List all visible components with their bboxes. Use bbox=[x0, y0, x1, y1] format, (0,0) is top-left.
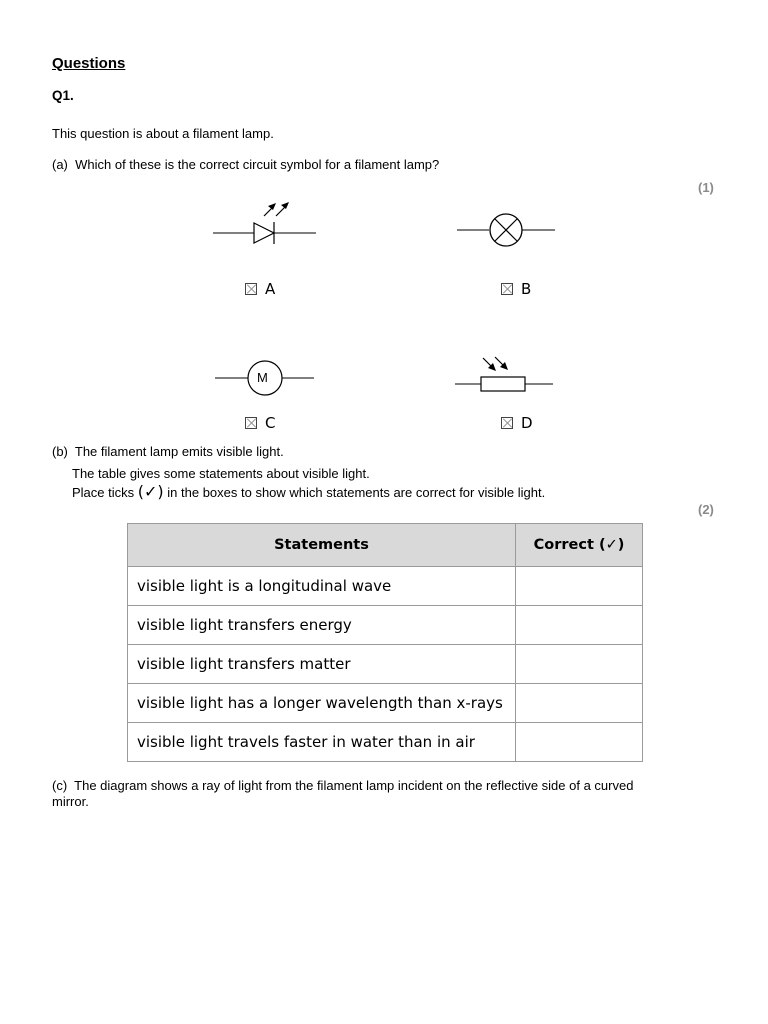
statement-cell: visible light travels faster in water than in air bbox=[128, 723, 516, 762]
statements-table bbox=[127, 523, 643, 762]
tick-symbol: (✓) bbox=[137, 482, 164, 501]
option-b-letter: B bbox=[521, 280, 532, 298]
part-a-prompt bbox=[52, 157, 439, 172]
tick-box-cell[interactable] bbox=[516, 645, 643, 684]
motor-label: M bbox=[257, 370, 268, 385]
part-b-line2: The table gives some statements about visible light. bbox=[72, 466, 370, 481]
part-a-marks: (1) bbox=[698, 180, 714, 195]
table-row bbox=[128, 645, 643, 684]
header-statements: Statements bbox=[128, 524, 516, 567]
part-c-line1: The diagram shows a ray of light from the filament lamp incident on the reflective side of a curved bbox=[74, 778, 634, 793]
part-b-marks: (2) bbox=[698, 502, 714, 517]
table-row bbox=[128, 606, 643, 645]
part-b-prompt bbox=[52, 444, 284, 459]
part-c-label: (c) bbox=[52, 778, 68, 793]
table-row bbox=[128, 723, 643, 762]
option-c[interactable] bbox=[245, 414, 275, 432]
table-row bbox=[128, 684, 643, 723]
tick-box-cell[interactable] bbox=[516, 723, 643, 762]
table-row bbox=[128, 567, 643, 606]
part-b-line3 bbox=[72, 482, 545, 501]
statement-cell: visible light is a longitudinal wave bbox=[128, 567, 516, 606]
tick-box-cell[interactable] bbox=[516, 684, 643, 723]
option-a-letter: A bbox=[265, 280, 276, 298]
tick-box-cell[interactable] bbox=[516, 606, 643, 645]
ldr-symbol bbox=[453, 352, 557, 398]
header-correct: Correct (✓) bbox=[516, 524, 643, 567]
statement-cell: visible light has a longer wavelength than x-rays bbox=[128, 684, 516, 723]
part-b-line1: The filament lamp emits visible light. bbox=[74, 444, 284, 459]
question-intro: This question is about a filament lamp. bbox=[52, 126, 274, 141]
part-a-label: (a) bbox=[52, 157, 68, 172]
option-d-letter: D bbox=[521, 414, 533, 432]
question-number: Q1. bbox=[52, 88, 74, 103]
checkbox-d[interactable] bbox=[501, 417, 513, 429]
table-header-row bbox=[128, 524, 643, 567]
part-c-line2: mirror. bbox=[52, 794, 89, 809]
checkbox-c[interactable] bbox=[245, 417, 257, 429]
statement-cell: visible light transfers matter bbox=[128, 645, 516, 684]
part-b-line3-pre: Place ticks bbox=[72, 485, 135, 500]
option-d[interactable] bbox=[501, 414, 533, 432]
checkbox-a[interactable] bbox=[245, 283, 257, 295]
statement-cell: visible light transfers energy bbox=[128, 606, 516, 645]
option-a[interactable] bbox=[245, 280, 275, 298]
option-c-letter: C bbox=[265, 414, 276, 432]
option-b[interactable] bbox=[501, 280, 531, 298]
part-b-label: (b) bbox=[52, 444, 68, 459]
tick-box-cell[interactable] bbox=[516, 567, 643, 606]
led-symbol bbox=[210, 198, 320, 248]
part-b-line3-post: in the boxes to show which statements are correct for visible light. bbox=[167, 485, 546, 500]
part-a-text: Which of these is the correct circuit symbol for a filament lamp? bbox=[75, 157, 440, 172]
part-c-prompt bbox=[52, 778, 633, 793]
page-heading: Questions bbox=[52, 55, 126, 72]
checkbox-b[interactable] bbox=[501, 283, 513, 295]
lamp-symbol bbox=[455, 210, 559, 250]
